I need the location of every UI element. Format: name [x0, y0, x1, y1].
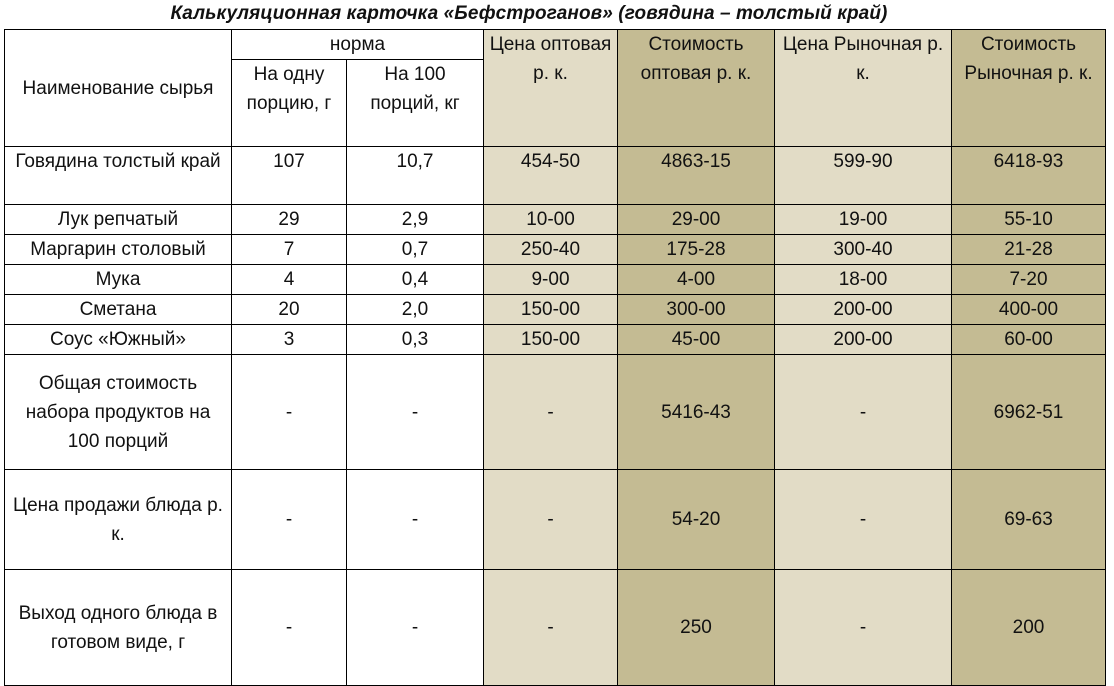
header-name: Наименование сырья — [5, 30, 232, 147]
summary-value-cell: - — [484, 355, 618, 470]
ingredient-value-cell: 200-00 — [775, 325, 952, 355]
ingredient-value-cell: 200-00 — [775, 295, 952, 325]
ingredient-row — [5, 295, 1106, 325]
ingredient-row — [5, 235, 1106, 265]
header-norm: норма — [232, 30, 484, 60]
header-per-100: На 100 порций, кг — [347, 60, 484, 147]
header-market-price: Цена Рыночная р. к. — [775, 30, 952, 147]
summary-row — [5, 570, 1106, 686]
header-per-portion: На одну порцию, г — [232, 60, 347, 147]
ingredient-row — [5, 205, 1106, 235]
ingredient-row — [5, 147, 1106, 205]
summary-value-cell: - — [232, 470, 347, 570]
header-wholesale-price: Цена оптовая р. к. — [484, 30, 618, 147]
ingredient-value-cell: 19-00 — [775, 205, 952, 235]
summary-value-cell: 250 — [618, 570, 775, 686]
ingredient-value-cell: 2,0 — [347, 295, 484, 325]
ingredient-value-cell: 2,9 — [347, 205, 484, 235]
summary-value-cell: - — [347, 570, 484, 686]
ingredient-value-cell: 300-00 — [618, 295, 775, 325]
ingredient-value-cell: 20 — [232, 295, 347, 325]
summary-value-cell: 69-63 — [952, 470, 1106, 570]
summary-value-cell: 54-20 — [618, 470, 775, 570]
ingredient-value-cell: 10,7 — [347, 147, 484, 205]
summary-value-cell: - — [775, 570, 952, 686]
ingredient-value-cell: 599-90 — [775, 147, 952, 205]
ingredient-value-cell: 300-40 — [775, 235, 952, 265]
ingredient-value-cell: 4 — [232, 265, 347, 295]
ingredient-name-cell: Маргарин столовый — [5, 235, 232, 265]
ingredient-value-cell: 454-50 — [484, 147, 618, 205]
ingredient-value-cell: 29 — [232, 205, 347, 235]
summary-row — [5, 470, 1106, 570]
ingredient-value-cell: 7-20 — [952, 265, 1106, 295]
ingredient-value-cell: 4863-15 — [618, 147, 775, 205]
ingredient-value-cell: 10-00 — [484, 205, 618, 235]
summary-name-cell: Общая стоимость набора продуктов на 100 порций — [5, 355, 232, 470]
summary-row — [5, 355, 1106, 470]
summary-value-cell: 200 — [952, 570, 1106, 686]
summary-value-cell: - — [232, 355, 347, 470]
ingredient-name-cell: Мука — [5, 265, 232, 295]
calculation-table — [4, 29, 1106, 686]
ingredient-name-cell: Лук репчатый — [5, 205, 232, 235]
ingredient-value-cell: 45-00 — [618, 325, 775, 355]
summary-value-cell: - — [347, 355, 484, 470]
ingredient-value-cell: 250-40 — [484, 235, 618, 265]
ingredient-value-cell: 0,4 — [347, 265, 484, 295]
table-body — [5, 30, 1106, 686]
ingredient-name-cell: Сметана — [5, 295, 232, 325]
summary-value-cell: - — [232, 570, 347, 686]
summary-value-cell: - — [347, 470, 484, 570]
ingredient-value-cell: 400-00 — [952, 295, 1106, 325]
ingredient-value-cell: 29-00 — [618, 205, 775, 235]
summary-name-cell: Цена продажи блюда р. к. — [5, 470, 232, 570]
ingredient-value-cell: 150-00 — [484, 325, 618, 355]
ingredient-value-cell: 4-00 — [618, 265, 775, 295]
ingredient-value-cell: 0,3 — [347, 325, 484, 355]
ingredient-value-cell: 9-00 — [484, 265, 618, 295]
ingredient-value-cell: 55-10 — [952, 205, 1106, 235]
ingredient-value-cell: 107 — [232, 147, 347, 205]
ingredient-value-cell: 60-00 — [952, 325, 1106, 355]
ingredient-row — [5, 325, 1106, 355]
ingredient-value-cell: 6418-93 — [952, 147, 1106, 205]
summary-name-cell: Выход одного блюда в готовом виде, г — [5, 570, 232, 686]
ingredient-value-cell: 21-28 — [952, 235, 1106, 265]
summary-value-cell: 5416-43 — [618, 355, 775, 470]
ingredient-value-cell: 7 — [232, 235, 347, 265]
summary-value-cell: - — [484, 470, 618, 570]
ingredient-value-cell: 3 — [232, 325, 347, 355]
ingredient-row — [5, 265, 1106, 295]
ingredient-value-cell: 0,7 — [347, 235, 484, 265]
summary-value-cell: - — [775, 470, 952, 570]
ingredient-value-cell: 175-28 — [618, 235, 775, 265]
summary-value-cell: - — [484, 570, 618, 686]
ingredient-value-cell: 150-00 — [484, 295, 618, 325]
ingredient-value-cell: 18-00 — [775, 265, 952, 295]
summary-value-cell: 6962-51 — [952, 355, 1106, 470]
ingredient-name-cell: Говядина толстый край — [5, 147, 232, 205]
header-row — [5, 30, 1106, 60]
summary-value-cell: - — [775, 355, 952, 470]
ingredient-name-cell: Соус «Южный» — [5, 325, 232, 355]
card-title: Калькуляционная карточка «Бефстроганов» (говядина – толстый край) — [170, 3, 888, 24]
header-wholesale-cost: Стоимость оптовая р. к. — [618, 30, 775, 147]
header-market-cost: Стоимость Рыночная р. к. — [952, 30, 1106, 147]
